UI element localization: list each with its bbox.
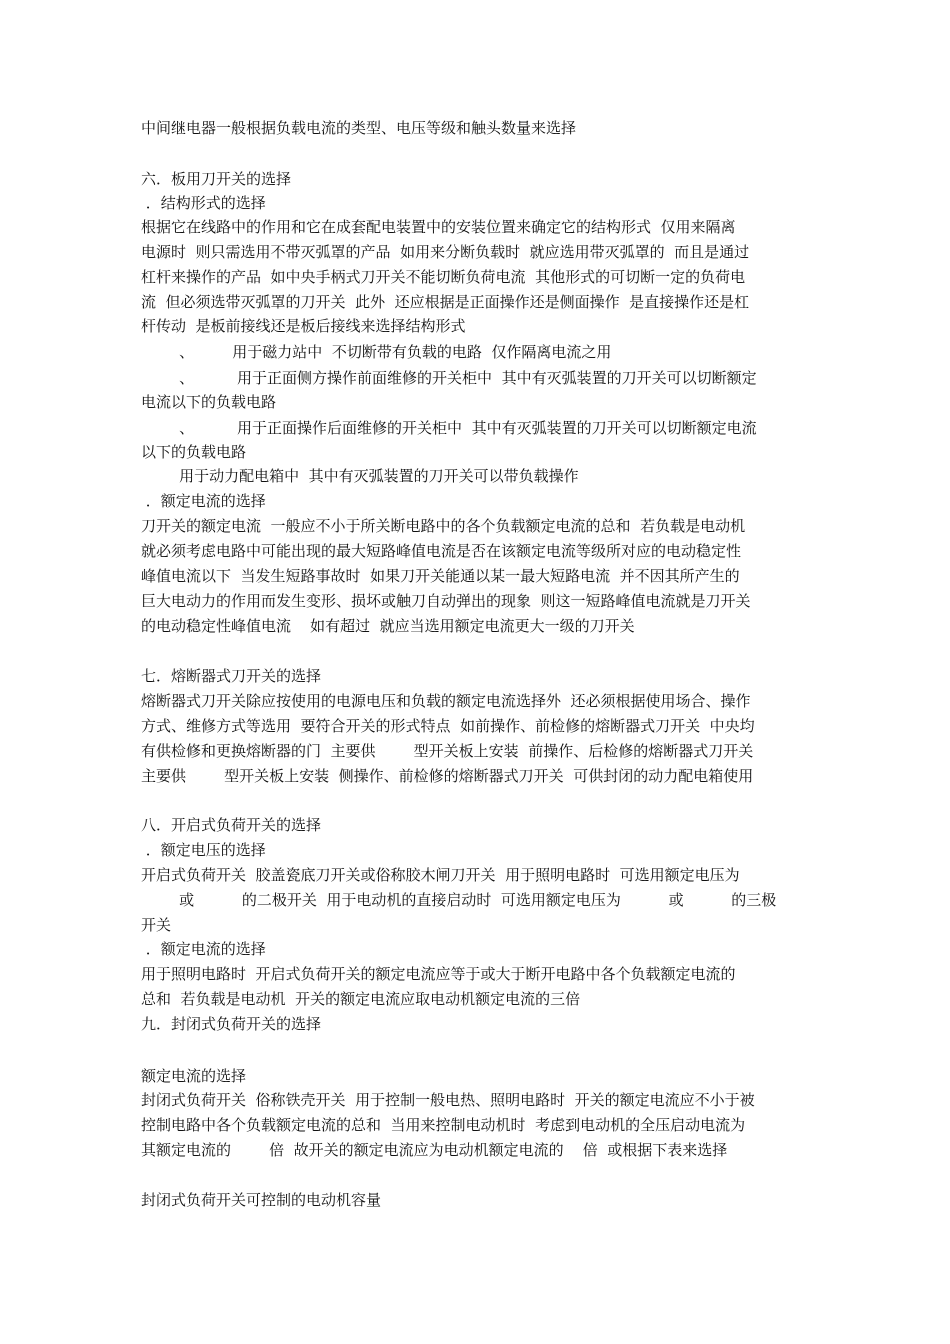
text-line: 开关 bbox=[141, 916, 172, 934]
section-heading: 九．封闭式负荷开关的选择 bbox=[141, 1015, 322, 1033]
text-line: 峰值电流以下 当发生短路事故时 如果刀开关能通以某一最大短路电流 并不因其所产生的 bbox=[141, 567, 740, 585]
text-line: 熔断器式刀开关除应按使用的电源电压和负载的额定电流选择外 还必须根据使用场合、操作 bbox=[141, 692, 751, 710]
text-line: 封闭式负荷开关 俗称铁壳开关 用于控制一般电热、照明电路时 开关的额定电流应不小于被 bbox=[141, 1091, 755, 1109]
text-line: 中间继电器一般根据负载电流的类型、电压等级和触头数量来选择 bbox=[141, 119, 577, 137]
subsection-heading: ．结构形式的选择 bbox=[141, 194, 266, 212]
text-line: 的电动稳定性峰值电流 如有超过 就应当选用额定电流更大一级的刀开关 bbox=[141, 617, 635, 635]
text-line: 或 的二极开关 用于电动机的直接启动时 可选用额定电压为 或 的三极 bbox=[141, 891, 777, 909]
subsection-heading: ．额定电流的选择 bbox=[141, 940, 266, 958]
text-line: 用于照明电路时 开启式负荷开关的额定电流应等于或大于断开电路中各个负载额定电流的 bbox=[141, 965, 736, 983]
text-line: 刀开关的额定电流 一般应不小于所关断电路中的各个负载额定电流的总和 若负载是电动机 bbox=[141, 517, 746, 535]
text-line: 就必须考虑电路中可能出现的最大短路峰值电流是否在该额定电流等级所对应的电动稳定性 bbox=[141, 542, 742, 560]
text-line: 有供检修和更换熔断器的门 主要供 型开关板上安装 前操作、后检修的熔断器式刀开关 bbox=[141, 742, 754, 760]
text-line: 控制电路中各个负载额定电流的总和 当用来控制电动机时 考虑到电动机的全压启动电流为 bbox=[141, 1116, 746, 1134]
text-line: 根据它在线路中的作用和它在成套配电装置中的安装位置来确定它的结构形式 仅用来隔离 bbox=[141, 218, 736, 236]
text-line: 杠杆来操作的产品 如中央手柄式刀开关不能切断负荷电流 其他形式的可切断一定的负荷电 bbox=[141, 268, 746, 286]
section-heading: 七．熔断器式刀开关的选择 bbox=[141, 667, 322, 685]
text-line: 流 但必须选带灭弧罩的刀开关 此外 还应根据是正面操作还是侧面操作 是直接操作还是杠 bbox=[141, 293, 750, 311]
text-line: 、 用于正面侧方操作前面维修的开关柜中 其中有灭弧装置的刀开关可以切断额定 bbox=[141, 369, 757, 387]
text-line: 电源时 则只需选用不带灭弧罩的产品 如用来分断负载时 就应选用带灭弧罩的 而且是通过 bbox=[141, 243, 750, 261]
text-line: 开启式负荷开关 胶盖瓷底刀开关或俗称胶木闸刀开关 用于照明电路时 可选用额定电压为 bbox=[141, 866, 740, 884]
subsection-heading: ．额定电流的选择 bbox=[141, 492, 266, 510]
text-line: 巨大电动力的作用而发生变形、损坏或触刀自动弹出的现象 则这一短路峰值电流就是刀开关 bbox=[141, 592, 751, 610]
text-line: 用于动力配电箱中 其中有灭弧装置的刀开关可以带负载操作 bbox=[141, 467, 579, 485]
text-line: 杆传动 是板前接线还是板后接线来选择结构形式 bbox=[141, 317, 466, 335]
text-line: 、 用于磁力站中 不切断带有负载的电路 仅作隔离电流之用 bbox=[141, 343, 612, 361]
section-heading: 八．开启式负荷开关的选择 bbox=[141, 816, 322, 834]
subsection-heading: ．额定电压的选择 bbox=[141, 841, 266, 859]
text-line: 方式、维修方式等选用 要符合开关的形式特点 如前操作、前检修的熔断器式刀开关 中央均 bbox=[141, 717, 755, 735]
text-line: 主要供 型开关板上安装 侧操作、前检修的熔断器式刀开关 可供封闭的动力配电箱使用 bbox=[141, 767, 754, 785]
section-heading: 六．板用刀开关的选择 bbox=[141, 170, 292, 188]
text-line: 、 用于正面操作后面维修的开关柜中 其中有灭弧装置的刀开关可以切断额定电流 bbox=[141, 419, 757, 437]
text-line: 其额定电流的 倍 故开关的额定电流应为电动机额定电流的 倍 或根据下表来选择 bbox=[141, 1141, 728, 1159]
subsection-heading: 额定电流的选择 bbox=[141, 1067, 247, 1085]
table-caption: 封闭式负荷开关可控制的电动机容量 bbox=[141, 1191, 382, 1209]
text-line: 总和 若负载是电动机 开关的额定电流应取电动机额定电流的三倍 bbox=[141, 990, 581, 1008]
text-line: 以下的负载电路 bbox=[141, 443, 247, 461]
text-line: 电流以下的负载电路 bbox=[141, 393, 277, 411]
